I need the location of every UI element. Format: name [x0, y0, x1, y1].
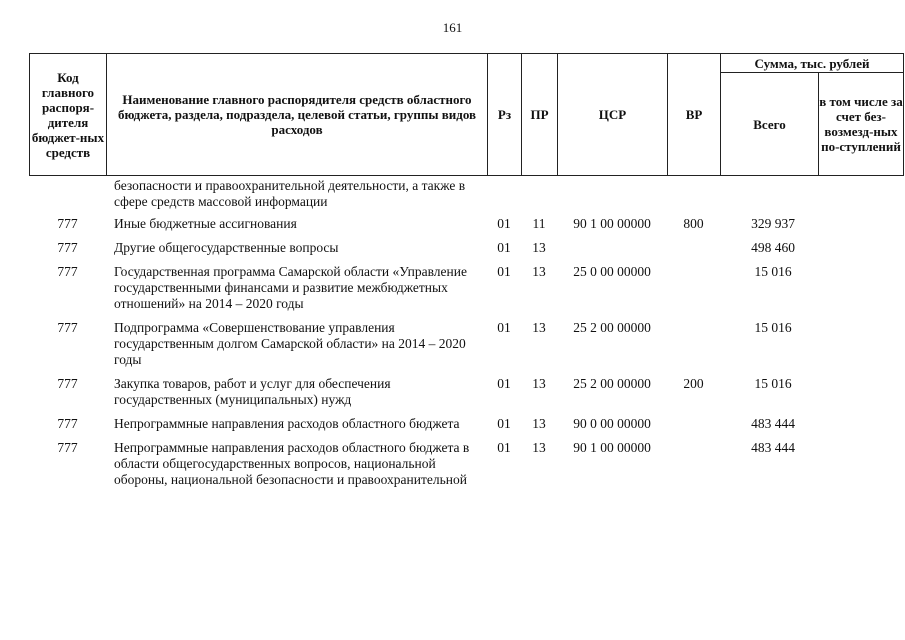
table-row: [29, 236, 903, 260]
continuation-row: [29, 178, 903, 212]
table-row: [29, 436, 903, 492]
table-row: [29, 316, 903, 372]
page-number: 161: [442, 20, 463, 35]
cell-name: Иные бюджетные ассигнования: [114, 216, 297, 231]
table-row: [29, 412, 903, 436]
cell-csr: 25 2 00 00000: [573, 376, 651, 391]
cell-grant: [818, 212, 903, 236]
cell-pr: 13: [532, 320, 546, 335]
cell-name: Государственная программа Самарской области «Управление государственными финансами и развитие межбюджетных отношений» на 2014 – 2020 годы: [114, 264, 467, 311]
cell-rz: 01: [497, 216, 511, 231]
header-vr: ВР: [668, 54, 721, 176]
cell-total: 483 444: [751, 416, 795, 431]
cell-pr: 13: [532, 240, 546, 255]
cell-rz: 01: [497, 416, 511, 431]
cell-csr: [557, 236, 667, 260]
cell-rz: 01: [497, 440, 511, 455]
cell-code: 777: [57, 240, 78, 255]
cell-name: Непрограммные направления расходов областного бюджета в области общегосударственных вопросов, национальной обороны, национальной безопасности и правоохранительной: [114, 440, 470, 487]
cell-total: 483 444: [751, 440, 795, 455]
cell-grant: [818, 436, 903, 492]
cell-name: Непрограммные направления расходов областного бюджета: [114, 416, 460, 431]
cell-vr: 800: [683, 216, 704, 231]
cell-vr: [667, 436, 720, 492]
cell-grant: [818, 236, 903, 260]
cell-name: Закупка товаров, работ и услуг для обеспечения государственных (муниципальных) нужд: [114, 376, 391, 407]
cell-grant: [818, 316, 903, 372]
cell-grant: [818, 372, 903, 412]
cell-code: 777: [57, 376, 78, 391]
cell-code: 777: [57, 416, 78, 431]
cell-rz: 01: [497, 376, 511, 391]
table-rows: [29, 178, 903, 492]
cell-name: Другие общегосударственные вопросы: [114, 240, 339, 255]
cell-csr: 25 2 00 00000: [573, 320, 651, 335]
cell-rz: 01: [497, 320, 511, 335]
header-pr: ПР: [522, 54, 558, 176]
header-total: Всего: [721, 73, 819, 176]
header-name: Наименование главного распорядителя средств областного бюджета, раздела, подраздела, целевой статьи, группы видов расходов: [107, 54, 488, 176]
cell-total: 15 016: [754, 264, 792, 279]
cell-total: 498 460: [751, 240, 795, 255]
cell-code: 777: [57, 440, 78, 455]
cell-vr: 200: [683, 376, 704, 391]
cell-rz: 01: [497, 264, 511, 279]
cell-pr: 13: [532, 416, 546, 431]
cell-csr: 25 0 00 00000: [573, 264, 651, 279]
cell-vr: [667, 236, 720, 260]
table-header: [29, 53, 904, 176]
cell-vr: [667, 316, 720, 372]
cell-grant: [818, 260, 903, 316]
cell-code: 777: [57, 264, 78, 279]
cell-rz: 01: [497, 240, 511, 255]
table-row: [29, 372, 903, 412]
cell-total: 15 016: [754, 376, 792, 391]
cell-name: Подпрограмма «Совершенствование управления государственным долгом Самарской области» на 2014 – 2020 годы: [114, 320, 466, 367]
cell-pr: 13: [532, 376, 546, 391]
header-code: Код главного распоря-дителя бюджет-ных средств: [30, 54, 107, 176]
header-grant: в том числе за счет без-возмезд-ных по-ступлений: [819, 73, 904, 176]
cell-csr: 90 1 00 00000: [573, 216, 651, 231]
cell-pr: 13: [532, 264, 546, 279]
table-row: [29, 212, 903, 236]
cell-code: 777: [57, 216, 78, 231]
cell-total: 15 016: [754, 320, 792, 335]
cell-vr: [667, 260, 720, 316]
cell-csr: 90 1 00 00000: [573, 440, 651, 455]
budget-table-body: [29, 178, 903, 492]
cell-pr: 11: [532, 216, 546, 231]
header-rz: Рз: [488, 54, 522, 176]
continuation-text: безопасности и правоохранительной деятельности, а также в сфере средств массовой информации: [114, 178, 466, 209]
cell-code: 777: [57, 320, 78, 335]
cell-vr: [667, 412, 720, 436]
cell-grant: [818, 412, 903, 436]
cell-pr: 13: [532, 440, 546, 455]
table-row: [29, 260, 903, 316]
header-csr: ЦСР: [558, 54, 668, 176]
cell-total: 329 937: [751, 216, 795, 231]
header-sum: Сумма, тыс. рублей: [721, 54, 904, 73]
cell-csr: 90 0 00 00000: [573, 416, 651, 431]
